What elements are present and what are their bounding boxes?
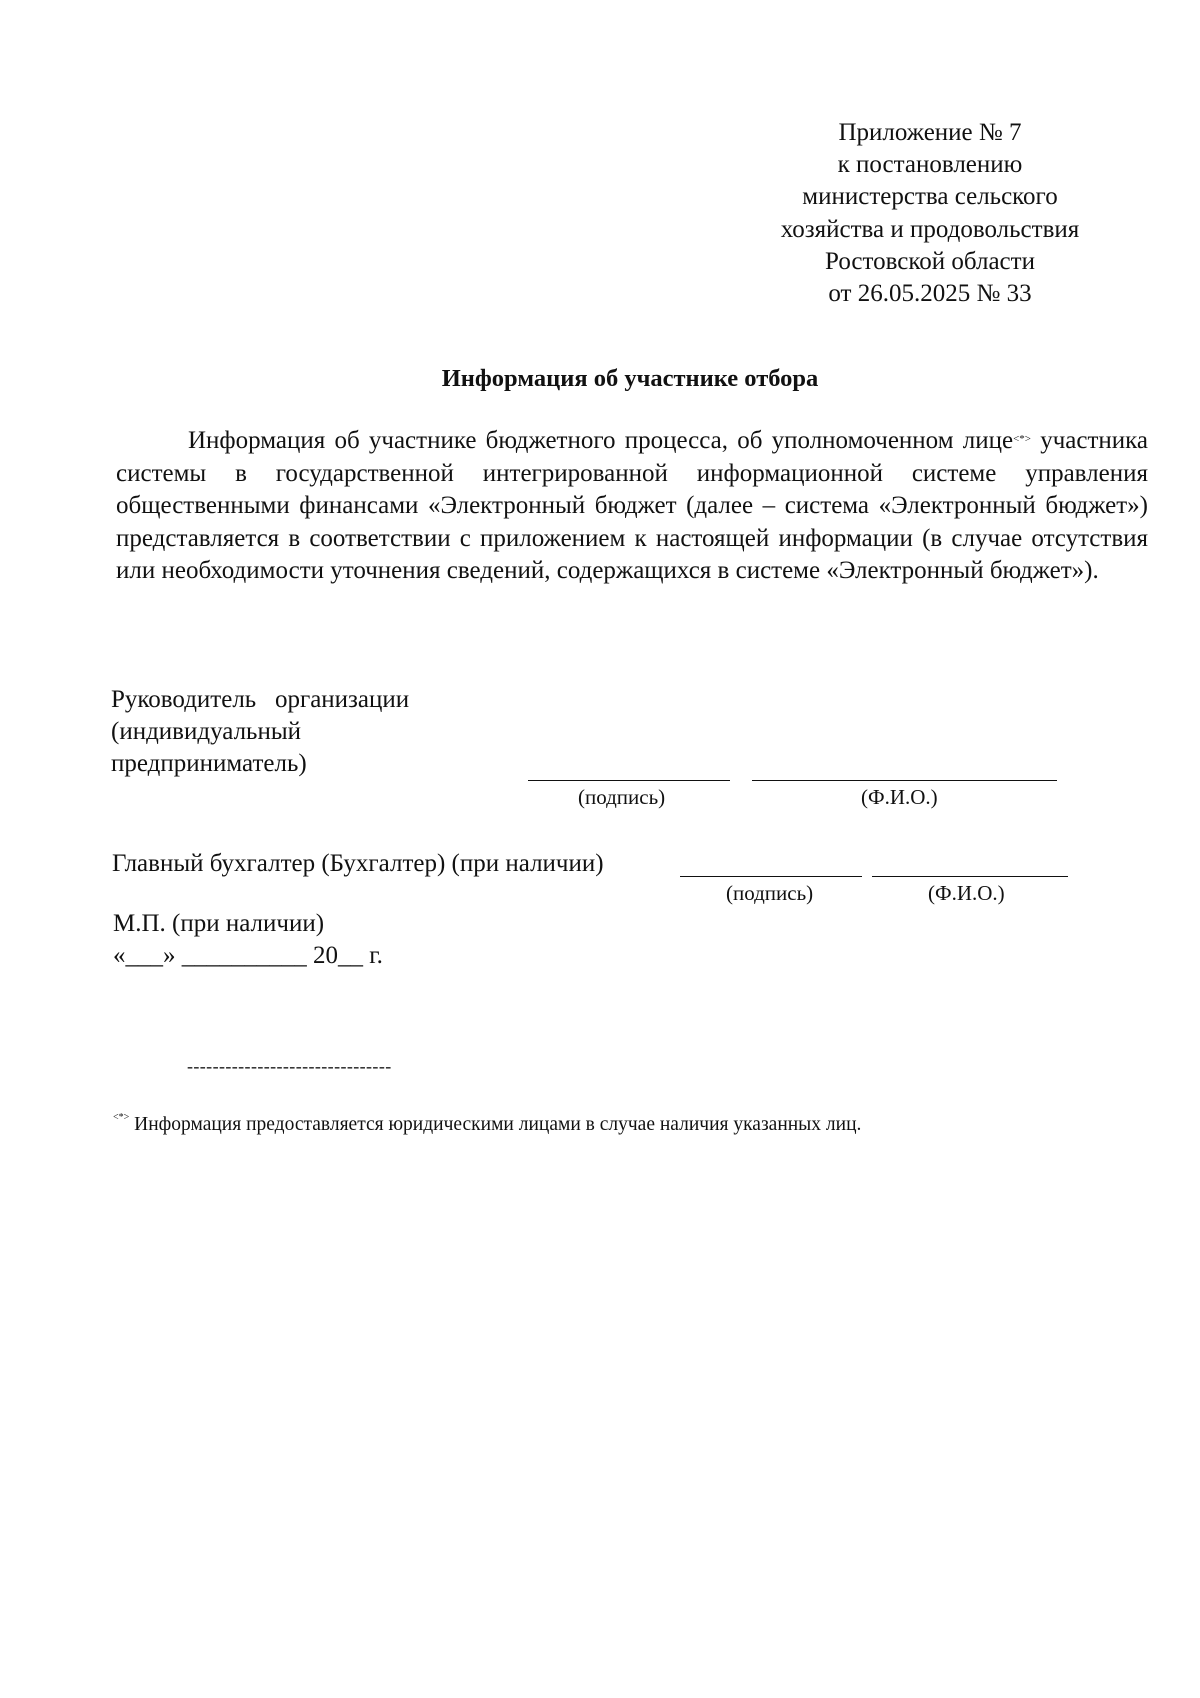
appendix-line: министерства сельского — [802, 183, 1058, 211]
head-label-line: предприниматель) — [111, 750, 307, 777]
appendix-line: к постановлению — [837, 151, 1023, 179]
footnote-marker: <*> — [113, 1112, 130, 1123]
paragraph-part2: участника системы в государственной интегрированной информационной системе управления общественными финансами «Электронный бюджет (далее – система «Электронный бюджет») представляется в соответствии с приложением к настоящей информации (в случае отсутствия или необходимости уточнения сведений, содержащихся в системе «Электронный бюджет»). — [116, 427, 1149, 584]
footnote-separator: -------------------------------- — [187, 1056, 392, 1076]
head-name-caption: (Ф.И.О.) — [861, 785, 938, 809]
footnote-text: Информация предоставляется юридическими лицами в случае наличия указанных лиц. — [129, 1114, 862, 1135]
head-name-line[interactable] — [752, 780, 1057, 781]
main-paragraph — [116, 425, 1148, 588]
appendix-header — [745, 117, 1115, 310]
accountant-name-line[interactable] — [872, 876, 1068, 877]
accountant-name-caption: (Ф.И.О.) — [928, 881, 1005, 905]
appendix-line: Приложение № 7 — [838, 119, 1022, 146]
appendix-line: Ростовской области — [825, 247, 1035, 275]
paragraph-part1: Информация об участнике бюджетного процесса, об уполномоченном лице — [188, 427, 1014, 454]
head-signature-caption: (подпись) — [578, 785, 666, 809]
document-title: Информация об участнике отбора — [441, 365, 819, 392]
footnote — [113, 1114, 861, 1136]
head-signature-line[interactable] — [528, 780, 730, 781]
appendix-line: хозяйства и продовольствия — [780, 215, 1080, 243]
accountant-signature-caption: (подпись) — [726, 881, 814, 905]
head-label-line: (индивидуальный — [111, 718, 302, 745]
accountant-signature-line[interactable] — [680, 876, 862, 877]
date-line[interactable]: «___» __________ 20__ г. — [113, 942, 383, 969]
accountant-label: Главный бухгалтер (Бухгалтер) (при наличии) — [112, 850, 604, 877]
stamp-label: М.П. (при наличии) — [113, 910, 325, 937]
appendix-line: от 26.05.2025 № 33 — [828, 280, 1032, 308]
head-label-line: Руководитель организации — [111, 686, 410, 713]
footnote-marker: <*> — [1013, 433, 1031, 445]
head-label — [111, 684, 409, 780]
